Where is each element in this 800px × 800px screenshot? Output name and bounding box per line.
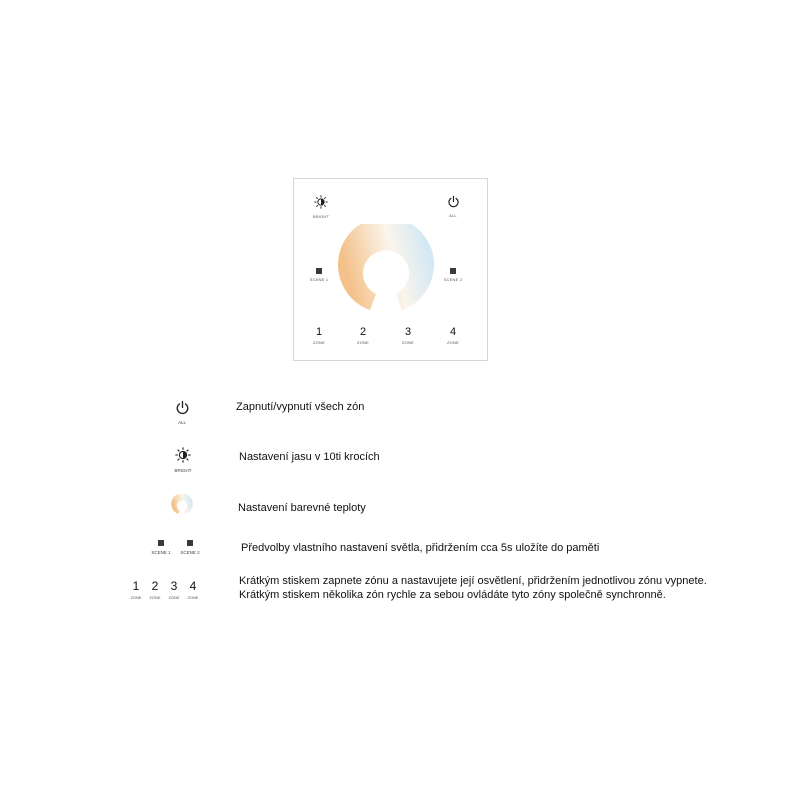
scene2-square-icon (187, 540, 193, 546)
scene1-square-icon (158, 540, 164, 546)
zone-2-label: ZONE (357, 340, 369, 345)
legend-zone-4-label: ZONE (187, 595, 199, 600)
legend-bright-text: Nastavení jasu v 10ti krocích (239, 451, 380, 463)
legend-scene1 (149, 540, 173, 555)
scene1-button[interactable] (308, 268, 330, 282)
zone-3-number: 3 (404, 326, 412, 338)
legend-zone-4-number: 4 (189, 579, 197, 593)
zone-1-button[interactable] (309, 326, 329, 345)
color-temperature-icon (171, 494, 193, 515)
wall-panel (293, 178, 488, 361)
zone-4-label: ZONE (447, 340, 459, 345)
zone-3-label: ZONE (402, 340, 414, 345)
legend-color-temp-text: Nastavení barevné teploty (238, 502, 366, 514)
legend-power (170, 400, 194, 425)
scene2-square-icon (450, 268, 456, 274)
legend-bright-label: BRIGHT (174, 468, 192, 473)
bright-button[interactable] (312, 195, 330, 219)
zone-3-button[interactable] (398, 326, 418, 345)
power-icon (175, 400, 190, 415)
legend-zone-4 (184, 580, 202, 600)
legend-scene1-label: SCENE 1 (151, 550, 171, 555)
legend-zone-2 (146, 580, 164, 600)
legend-zone-3-number: 3 (170, 579, 178, 593)
color-temperature-wheel[interactable] (337, 224, 435, 311)
legend-zone-2-number: 2 (151, 579, 159, 593)
legend-zone-2-label: ZONE (149, 595, 161, 600)
legend-scene2-label: SCENE 2 (180, 550, 200, 555)
legend-scene2 (178, 540, 202, 555)
legend-zone-1-label: ZONE (130, 595, 142, 600)
zone-4-button[interactable] (443, 326, 463, 345)
legend-zone-3 (165, 580, 183, 600)
scene2-button[interactable] (442, 268, 464, 282)
legend-power-label: ALL (177, 420, 186, 425)
legend-power-text: Zapnutí/vypnutí všech zón (236, 401, 365, 413)
all-label: ALL (449, 213, 457, 218)
power-icon (447, 195, 460, 208)
power-all-button[interactable] (444, 195, 462, 218)
legend-zone-1-number: 1 (132, 579, 140, 593)
legend-zone-3-label: ZONE (168, 595, 180, 600)
bright-label: BRIGHT (312, 214, 330, 219)
brightness-icon (314, 195, 328, 209)
legend-zones-text-line1: Krátkým stiskem zapnete zónu a nastavujete její osvětlení, přidržením jednotlivou zónu vypnete. (239, 575, 707, 587)
brightness-icon (175, 447, 191, 463)
legend-zone-1 (127, 580, 145, 600)
scene1-square-icon (316, 268, 322, 274)
zone-4-number: 4 (449, 326, 457, 338)
zone-2-number: 2 (359, 326, 367, 338)
legend-bright (170, 447, 196, 473)
zone-2-button[interactable] (353, 326, 373, 345)
zone-1-number: 1 (315, 326, 323, 338)
legend-scenes-text: Předvolby vlastního nastavení světla, přidržením cca 5s uložíte do paměti (241, 542, 600, 554)
legend-zones-text-line2: Krátkým stiskem několika zón rychle za sebou ovládáte tyto zóny společně synchronně. (239, 589, 666, 601)
scene1-label: SCENE 1 (309, 277, 329, 282)
scene2-label: SCENE 2 (443, 277, 463, 282)
zone-1-label: ZONE (313, 340, 325, 345)
